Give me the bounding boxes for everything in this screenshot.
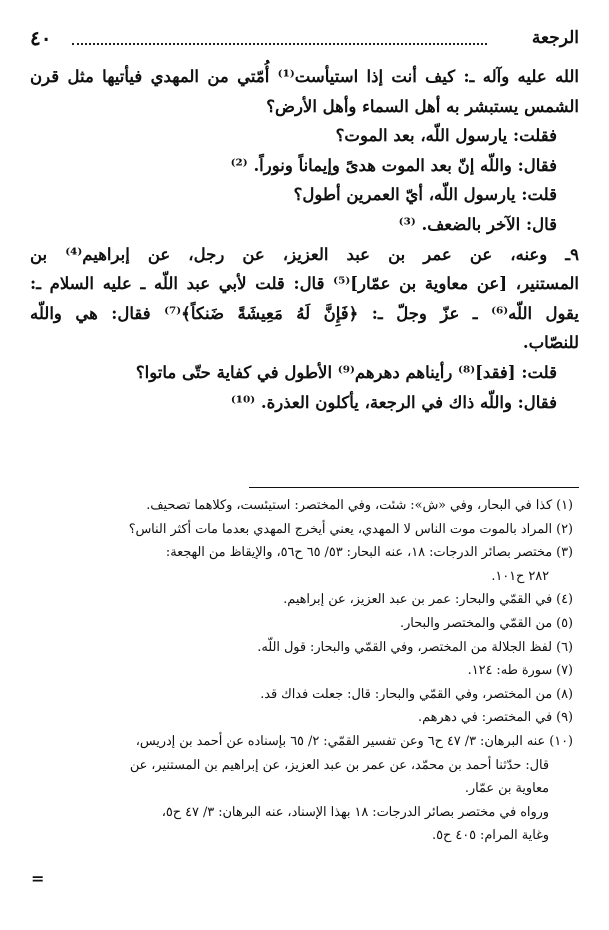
text-line: فقلت: يارسول اللّه، بعد الموت؟ [335,126,557,146]
footnote-line: (٥) من القمّي والمختصر والبحار. [400,615,573,631]
page-number: ٤٠ [30,26,52,50]
footnote-line: (٢) المراد بالموت موت الناس لا المهدي، يعني أيخرج المهدي بعدما مات أكثر الناس؟ [128,521,573,537]
text-line: قال: الآخر بالضعف. ⁽³⁾ [398,214,557,234]
text-line: فقال: واللّه ذاك في الرجعة، يأكلون العذرة. ⁽¹⁰⁾ [230,392,557,412]
text-line: قلت: [فقد]⁽⁸⁾ رأيناهم دهرهم⁽⁹⁾ الأطول في كفاية حتّى ماتوا؟ [135,362,557,382]
footnote-line: قال: حدّثنا أحمد بن محمّد، عن عمر بن عبد العزيز، عن إبراهيم بن المستنير، عن [129,757,549,773]
end-mark: = [31,869,45,888]
page-header [30,26,579,54]
running-title: الرجعة [531,28,579,48]
footnote-line: (٦) لفظ الجلالة من المختصر، وفي القمّي والبحار: قول اللّه. [257,639,573,655]
text-line: قلت: يارسول اللّه، أيّ العمرين أطول؟ [293,185,557,205]
text-line: الشمس يستبشر به أهل السماء وأهل الأرض؟ [266,96,579,116]
text-line: يقول اللّه⁽⁶⁾ ـ عزّ وجلّ ـ: ﴿فَإِنَّ لَهُ مَعِيشَةً ضَنكاً﴾⁽⁷⁾ فقال: هي واللّه [30,303,579,323]
footnote-line: (٧) سورة طه: ١٢٤. [467,663,573,679]
footnote-line: (٩) في المختصر: في دهرهم. [418,710,573,726]
footnote-line: معاوية بن عمّار. [464,781,549,797]
main-text [30,62,579,417]
footnote-separator [249,487,579,488]
text-line: الله عليه وآله ـ: كيف أنت إذا استيأست⁽¹⁾ أُمّتي من المهدي فيأتيها مثل قرن [30,67,579,86]
footnotes [30,494,579,848]
footnote-line: (٣) مختصر بصائر الدرجات: ١٨، عنه البحار: ٥٣/ ٦٥ ح٥٦، والإيقاظ من الهجعة: [165,545,573,561]
footnote-line: (٤) في القمّي والبحار: عمر بن عبد العزيز، عن إبراهيم. [283,592,573,608]
text-line: فقال: واللّه إنّ بعد الموت هدىً وإيماناً ونوراً. ⁽²⁾ [230,155,557,175]
footnote-line: (٨) من المختصر، وفي القمّي والبحار: قال: جعلت فداك قد. [260,686,573,702]
footnote-line: ٢٨٢ ح١٠١. [491,568,549,584]
text-line: للنصّاب. [522,333,579,353]
text-line: ٩ـ وعنه، عن عمر بن عبد العزيز، عن رجل، عن إبراهيم⁽⁴⁾ بن [30,244,579,264]
header-dotted-leader [72,43,487,45]
footnote-line: وغاية المرام: ٤٠٥ ح٥. [432,828,549,844]
footnote-line: (١٠) عنه البرهان: ٣/ ٤٧ ح٦ وعن تفسير القمّي: ٢/ ٦٥ بإسناده عن أحمد بن إدريس، [135,733,573,749]
text-line: المستنير، [عن معاوية بن عمّار]⁽⁵⁾ قال: قلت لأبي عبد اللّه ـ عليه السلام ـ: [30,274,579,294]
footnote-line: ورواه في مختصر بصائر الدرجات: ١٨ بهذا الإسناد، عنه البرهان: ٣/ ٤٧ ح٥، [161,804,549,820]
footnote-line: (١) كذا في البحار، وفي «ش»: شئت، وفي المختصر: استيئست، وكلاهما تصحيف. [146,498,573,513]
